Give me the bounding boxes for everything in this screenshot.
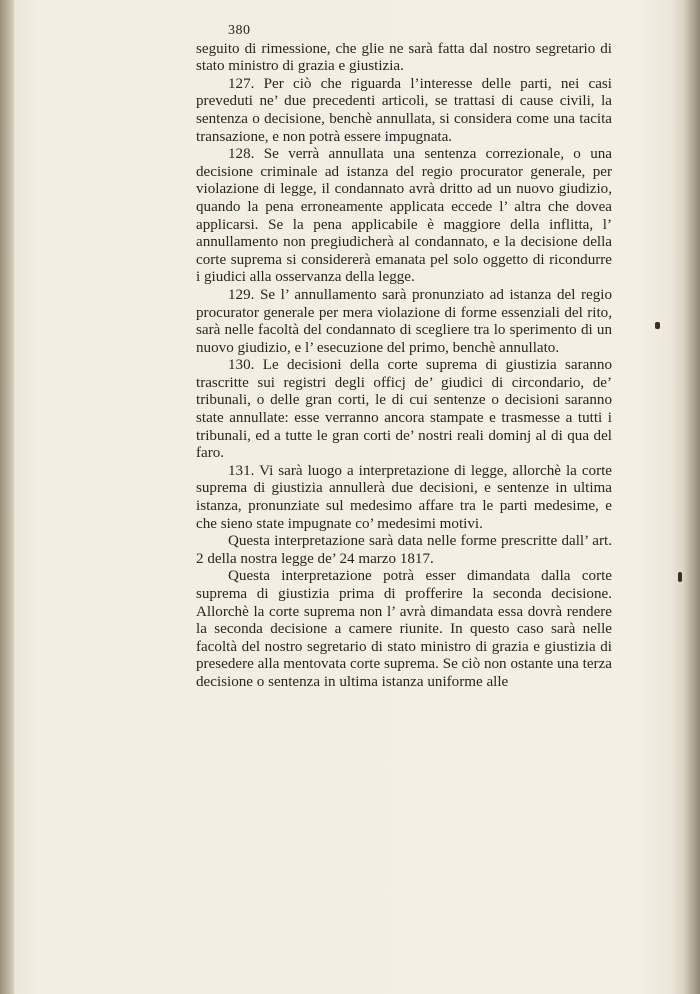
paragraph-article-130: 130. Le decisioni della corte suprema di giustizia saranno trascritte sui registri degli officj de’ giudici di circondario, de’ tribunali, o delle gran corti, le di cui sentenze o decisioni saranno state annullate: esse verranno ancora stampate e trasmesse a tutti i tribunali, ed a tutte le gran corti de’ nostri reali dominj al di qua del faro. <box>196 357 612 462</box>
ink-speck <box>678 572 682 582</box>
paragraph-article-131: 131. Vi sarà luogo a interpretazione di legge, allorchè la corte suprema di giustizia annullerà due decisioni, e sentenze in ultima istanza, pronunziate sul medesimo affare tra le parti medesime, e che sieno state impugnate co’ medesimi motivi. <box>196 462 612 532</box>
right-page-edge <box>684 0 700 994</box>
paragraph-article-127: 127. Per ciò che riguarda l’interesse delle parti, nei casi preveduti ne’ due precedenti articoli, se trattasi di cause civili, la sentenza o decisione, benchè annullata, si considera come una tacita transazione, e non potrà essere impugnata. <box>196 75 612 145</box>
paragraph-article-128: 128. Se verrà annullata una sentenza correzionale, o una decisione criminale ad istanza del regio procurator generale, per violazione di legge, il condannato avrà dritto ad un nuovo giudizio, quando la pena erroneamente applicata eccede l’ altra che dovea applicarsi. Se la pena applicabile è maggiore della inflitta, l’ annullamento non pregiudicherà al condannato, e la decisione della corte suprema si considererà emanata pel solo oggetto di ricondurre i giudici alla osservanza della legge. <box>196 146 612 286</box>
paragraph: seguito di rimessione, che glie ne sarà fatta dal nostro segretario di stato ministro di grazia e giustizia. <box>196 40 612 75</box>
paragraph-article-129: 129. Se l’ annullamento sarà pronunziato ad istanza del regio procurator generale per mera violazione di forme essenziali del rito, sarà nelle facoltà del condannato di scegliere tra lo sperimento di un nuovo giudizio, e l’ esecuzione del primo, benchè annullato. <box>196 286 612 356</box>
ink-speck <box>655 322 660 329</box>
paragraph: Questa interpretazione potrà esser dimandata dalla corte suprema di giustizia prima di profferire la seconda decisione. Allorchè la corte suprema non l’ avrà dimandata essa dovrà rendere la seconda decisione a camere riunite. In questo caso sarà nelle facoltà del nostro segretario di stato ministro di grazia e giustizia di presedere alla mentovata corte suprema. Se ciò non ostante una terza decisione o sentenza in ultima istanza uniforme alle <box>196 568 612 690</box>
body-text <box>196 22 612 692</box>
page-number: 380 <box>228 23 251 38</box>
left-page-edge <box>0 0 14 994</box>
paragraph: Questa interpretazione sarà data nelle forme prescritte dall’ art. 2 della nostra legge de’ 24 marzo 1817. <box>196 533 612 567</box>
